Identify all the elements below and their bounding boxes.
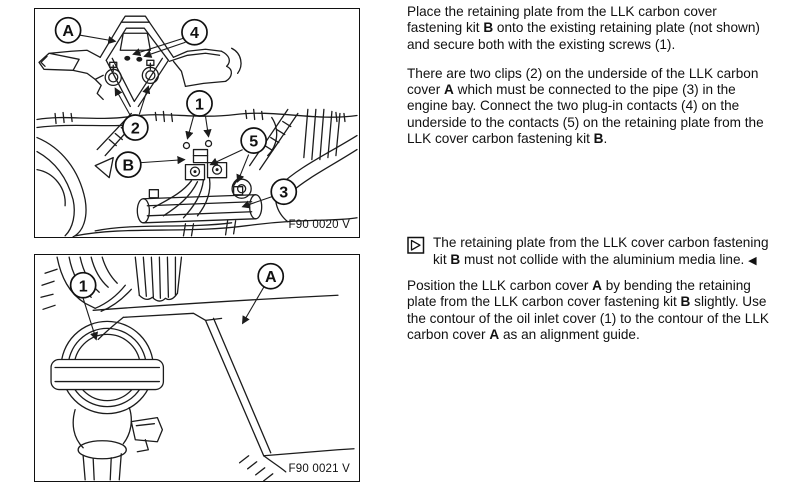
svg-text:3: 3 [279, 183, 289, 202]
figure1-caption: F90 0020 V [288, 219, 350, 231]
note-text: The retaining plate from the LLK cover carbon fastening kit B must not collide with the aluminium media line. ◀ [433, 235, 769, 267]
figure-llk-cover-underside [34, 8, 360, 238]
callout-B [116, 152, 141, 177]
svg-text:1: 1 [195, 95, 204, 114]
svg-text:4: 4 [190, 24, 199, 43]
hoses-and-duct-drawing [41, 257, 181, 311]
svg-text:A: A [264, 268, 277, 287]
callout-5 [241, 128, 266, 153]
figure1-line-art [35, 9, 359, 237]
instructions-column [407, 4, 773, 356]
figure2-line-art [35, 255, 359, 481]
figure2-caption: F90 0021 V [288, 463, 350, 475]
paragraph-secure-retaining-plate: Place the retaining plate from the LLK carbon cover fastening kit B onto the existing retaining plate (not shown) and secure both with the existing screws (1). [407, 4, 760, 52]
engine-bay-drawing [37, 109, 357, 236]
paragraph-position-cover: Position the LLK carbon cover A by bending the retaining plate from the LLK carbon cover fastening kit B slightly. Use the contour of the oil inlet cover (1) to the contour of the LLK carbon cover A as an alignment guide. [407, 277, 769, 342]
figure2-leader-lines [83, 287, 264, 339]
svg-text:2: 2 [130, 119, 140, 138]
note-icon [407, 236, 425, 254]
figure1-leader-lines [80, 35, 272, 207]
callout-A [258, 264, 283, 289]
callout-1 [187, 91, 212, 116]
callout-2 [123, 115, 148, 140]
callout-4 [182, 20, 207, 45]
figure-oil-inlet-alignment [34, 254, 360, 482]
svg-text:B: B [122, 156, 135, 175]
oil-inlet-cover-drawing [51, 321, 163, 479]
note-block [407, 235, 773, 269]
callout-1 [71, 273, 96, 298]
callout-3 [271, 179, 296, 204]
svg-text:5: 5 [249, 132, 259, 151]
svg-text:1: 1 [78, 277, 88, 296]
callout-A [56, 18, 81, 43]
svg-text:A: A [62, 22, 74, 41]
paragraph-clips-and-contacts: There are two clips (2) on the underside of the LLK carbon cover A which must be connected to the pipe (3) in the engine bay. Connect the two plug-in contacts (4) on the underside to the contacts (5) on the retaining plate from the LLK cover carbon fastening kit B. [407, 65, 764, 147]
